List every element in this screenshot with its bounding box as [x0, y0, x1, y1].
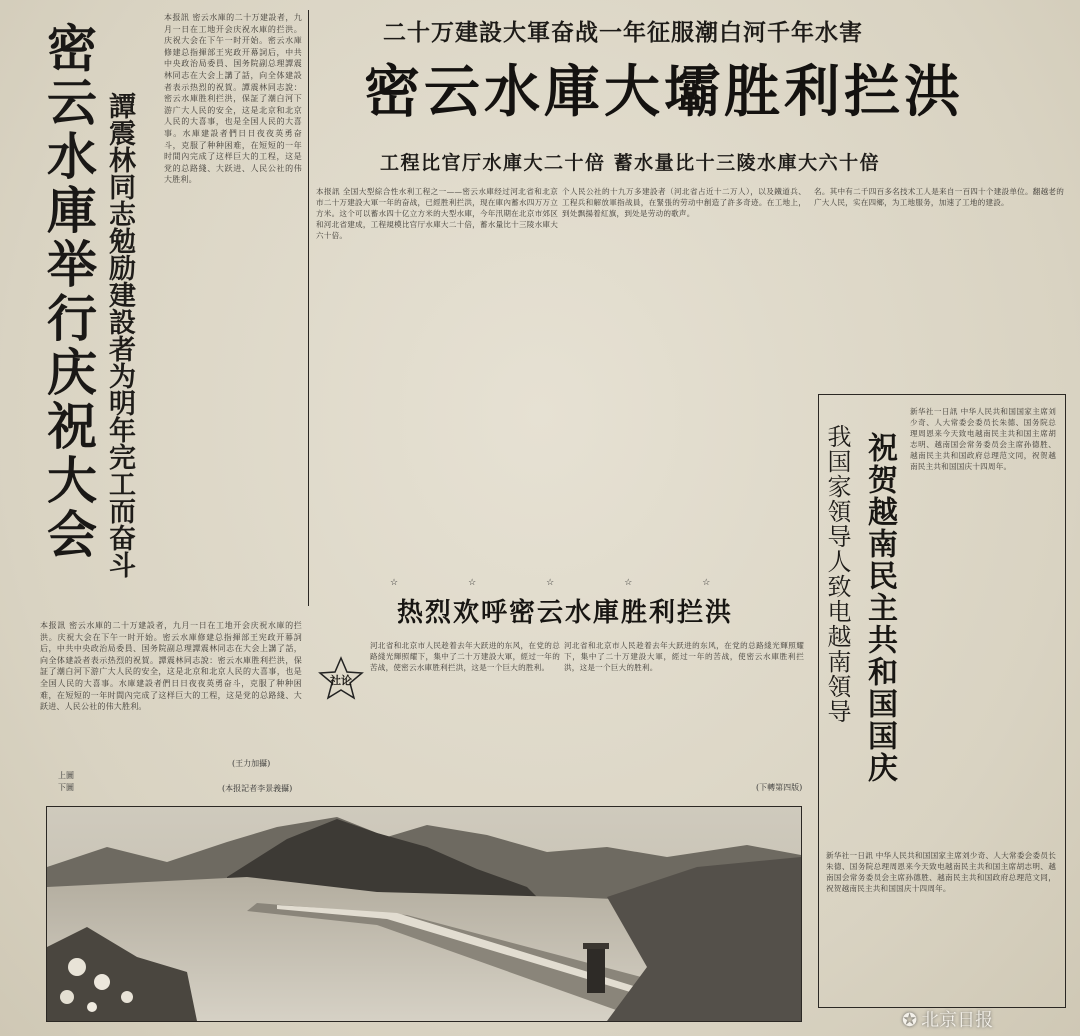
editorial-text-1: 河北省和北京市人民趁着去年大跃进的东风，在党的总路綫光輝照耀下，集中了二十万建設大軍，經过一年的苦战，使密云水庫胜利拦洪，这是一个巨大的胜利。	[370, 641, 560, 672]
reservoir-photo	[46, 806, 802, 1022]
right-box-title: 祝贺越南民主共和国国庆	[862, 432, 897, 784]
main-column-1: 本报訊 全国大型綜合性水利工程之一——密云水庫经过河北省和北京市二十万建設大軍一年的奋战，已經胜利拦洪，现在庫內蓄水四万万立方米。这个可以蓄水四十亿立方米的大型水庫，今年汛期在北京市郊区和河北省建成，工程規模比官厅水庫大二十倍，蓄水量比十三陵水庫大六十倍。	[316, 187, 558, 240]
wechat-icon: ✪	[902, 1010, 918, 1031]
editorial-text-2: 河北省和北京市人民趁着去年大跃进的东风，在党的总路綫光輝照耀下，集中了二十万建設大軍，經过一年的苦战，使密云水庫胜利拦洪，这是一个巨大的胜利。	[564, 641, 804, 672]
top-banner: 二十万建設大軍奋战一年征服潮白河千年水害	[383, 20, 863, 46]
right-box-text-lower: 新华社一日訊 中华人民共和国国家主席刘少奇、人大常委会委员长朱德、国务院总理周恩来今天致电越南民主共和国主席胡志明、越南国会常务委员会主席孙德胜、越南民主共和国政府总理范文同，祝贺越南民主共和国国庆十四周年。	[826, 851, 1056, 893]
editorial-label: 社论	[330, 674, 352, 687]
main-column-3: 名。其中有二千四百多名技术工人是来自一百四十个建設单位。翻越老的广大人民，实在四鄉，为工地服务，加速了工地的建設。	[814, 187, 1064, 207]
left-sub-title: 譚震林同志勉励建設者为明年完工而奋斗	[104, 92, 135, 578]
reservoir-landscape-image	[47, 807, 801, 1021]
left-column-text: 本报訊 密云水庫的二十万建設者，九月一日在工地开会庆祝水庫的拦洪。庆祝大会在下午一时开始。密云水庫修建总指揮部王宪政开幕詞后，中共中央政治局委員、国务院副总理譚震林同志在大会上講了話，向全体建設者表示热烈的祝賀。譚震林同志說：密云水庫胜利拦洪，保証了潮白河下游广大人民的安全，这是北京和北京人民的大喜事，也是全国人民的大喜事。水庫建設者們日日夜夜英勇奋斗，克服了种种困难，在短短的一年时間內完成了这样巨大的工程，这是党的总路綫、大跃进、人民公社的伟大胜利。	[164, 13, 302, 185]
sub-headline: 工程比官厅水庫大二十倍 蓄水量比十三陵水庫大六十倍	[380, 152, 881, 174]
watermark-text: 北京日报	[921, 1010, 994, 1031]
photo-credit-1: (王力加攝)	[232, 759, 271, 768]
divider-stars: ☆☆☆☆☆	[390, 578, 781, 588]
column-rule	[308, 10, 309, 606]
continued-note: (下轉第四版)	[756, 783, 803, 792]
editorial-badge	[318, 656, 364, 702]
label-lower: 下圖	[58, 783, 74, 792]
watermark	[902, 1006, 993, 1032]
main-column-2: 个人民公社的十九万多建設者（河北省占近十二万人），以及鐵道兵、工程兵和解放軍指战員，在緊張的劳动中創造了許多奇迹。在工地上，到处飘揚着紅旗，到处是劳动的歌声。	[562, 187, 806, 218]
right-box-text: 新华社一日訊 中华人民共和国国家主席刘少奇、人大常委会委员长朱德、国务院总理周恩来今天致电越南民主共和国主席胡志明、越南国会常务委员会主席孙德胜、越南民主共和国政府总理范文同，祝贺越南民主共和国国庆十四周年。	[910, 407, 1056, 471]
mid-headline: 热烈欢呼密云水庫胜利拦洪	[396, 598, 733, 628]
label-upper: 上圖	[58, 771, 74, 780]
right-box-subtitle: 我国家領导人致电越南領导	[823, 424, 851, 724]
photo-credit-2: (本报記者李景義攝)	[222, 784, 293, 793]
main-headline: 密云水庫大壩胜利拦洪	[364, 60, 964, 125]
left-main-title: 密云水庫举行庆祝大会	[39, 22, 97, 562]
left-lower-text: 本报訊 密云水庫的二十万建設者，九月一日在工地开会庆祝水庫的拦洪。庆祝大会在下午一时开始。密云水庫修建总指揮部王宪政开幕詞后，中共中央政治局委員、国务院副总理譚震林同志在大会上講了話，向全体建設者表示热烈的祝賀。譚震林同志說：密云水庫胜利拦洪，保証了潮白河下游广大人民的安全，这是北京和北京人民的大喜事，也是全国人民的大喜事。水庫建設者們日日夜夜英勇奋斗，克服了种种困难，在短短的一年时間內完成了这样巨大的工程，这是党的总路綫、大跃进、人民公社的伟大胜利。	[40, 621, 302, 712]
